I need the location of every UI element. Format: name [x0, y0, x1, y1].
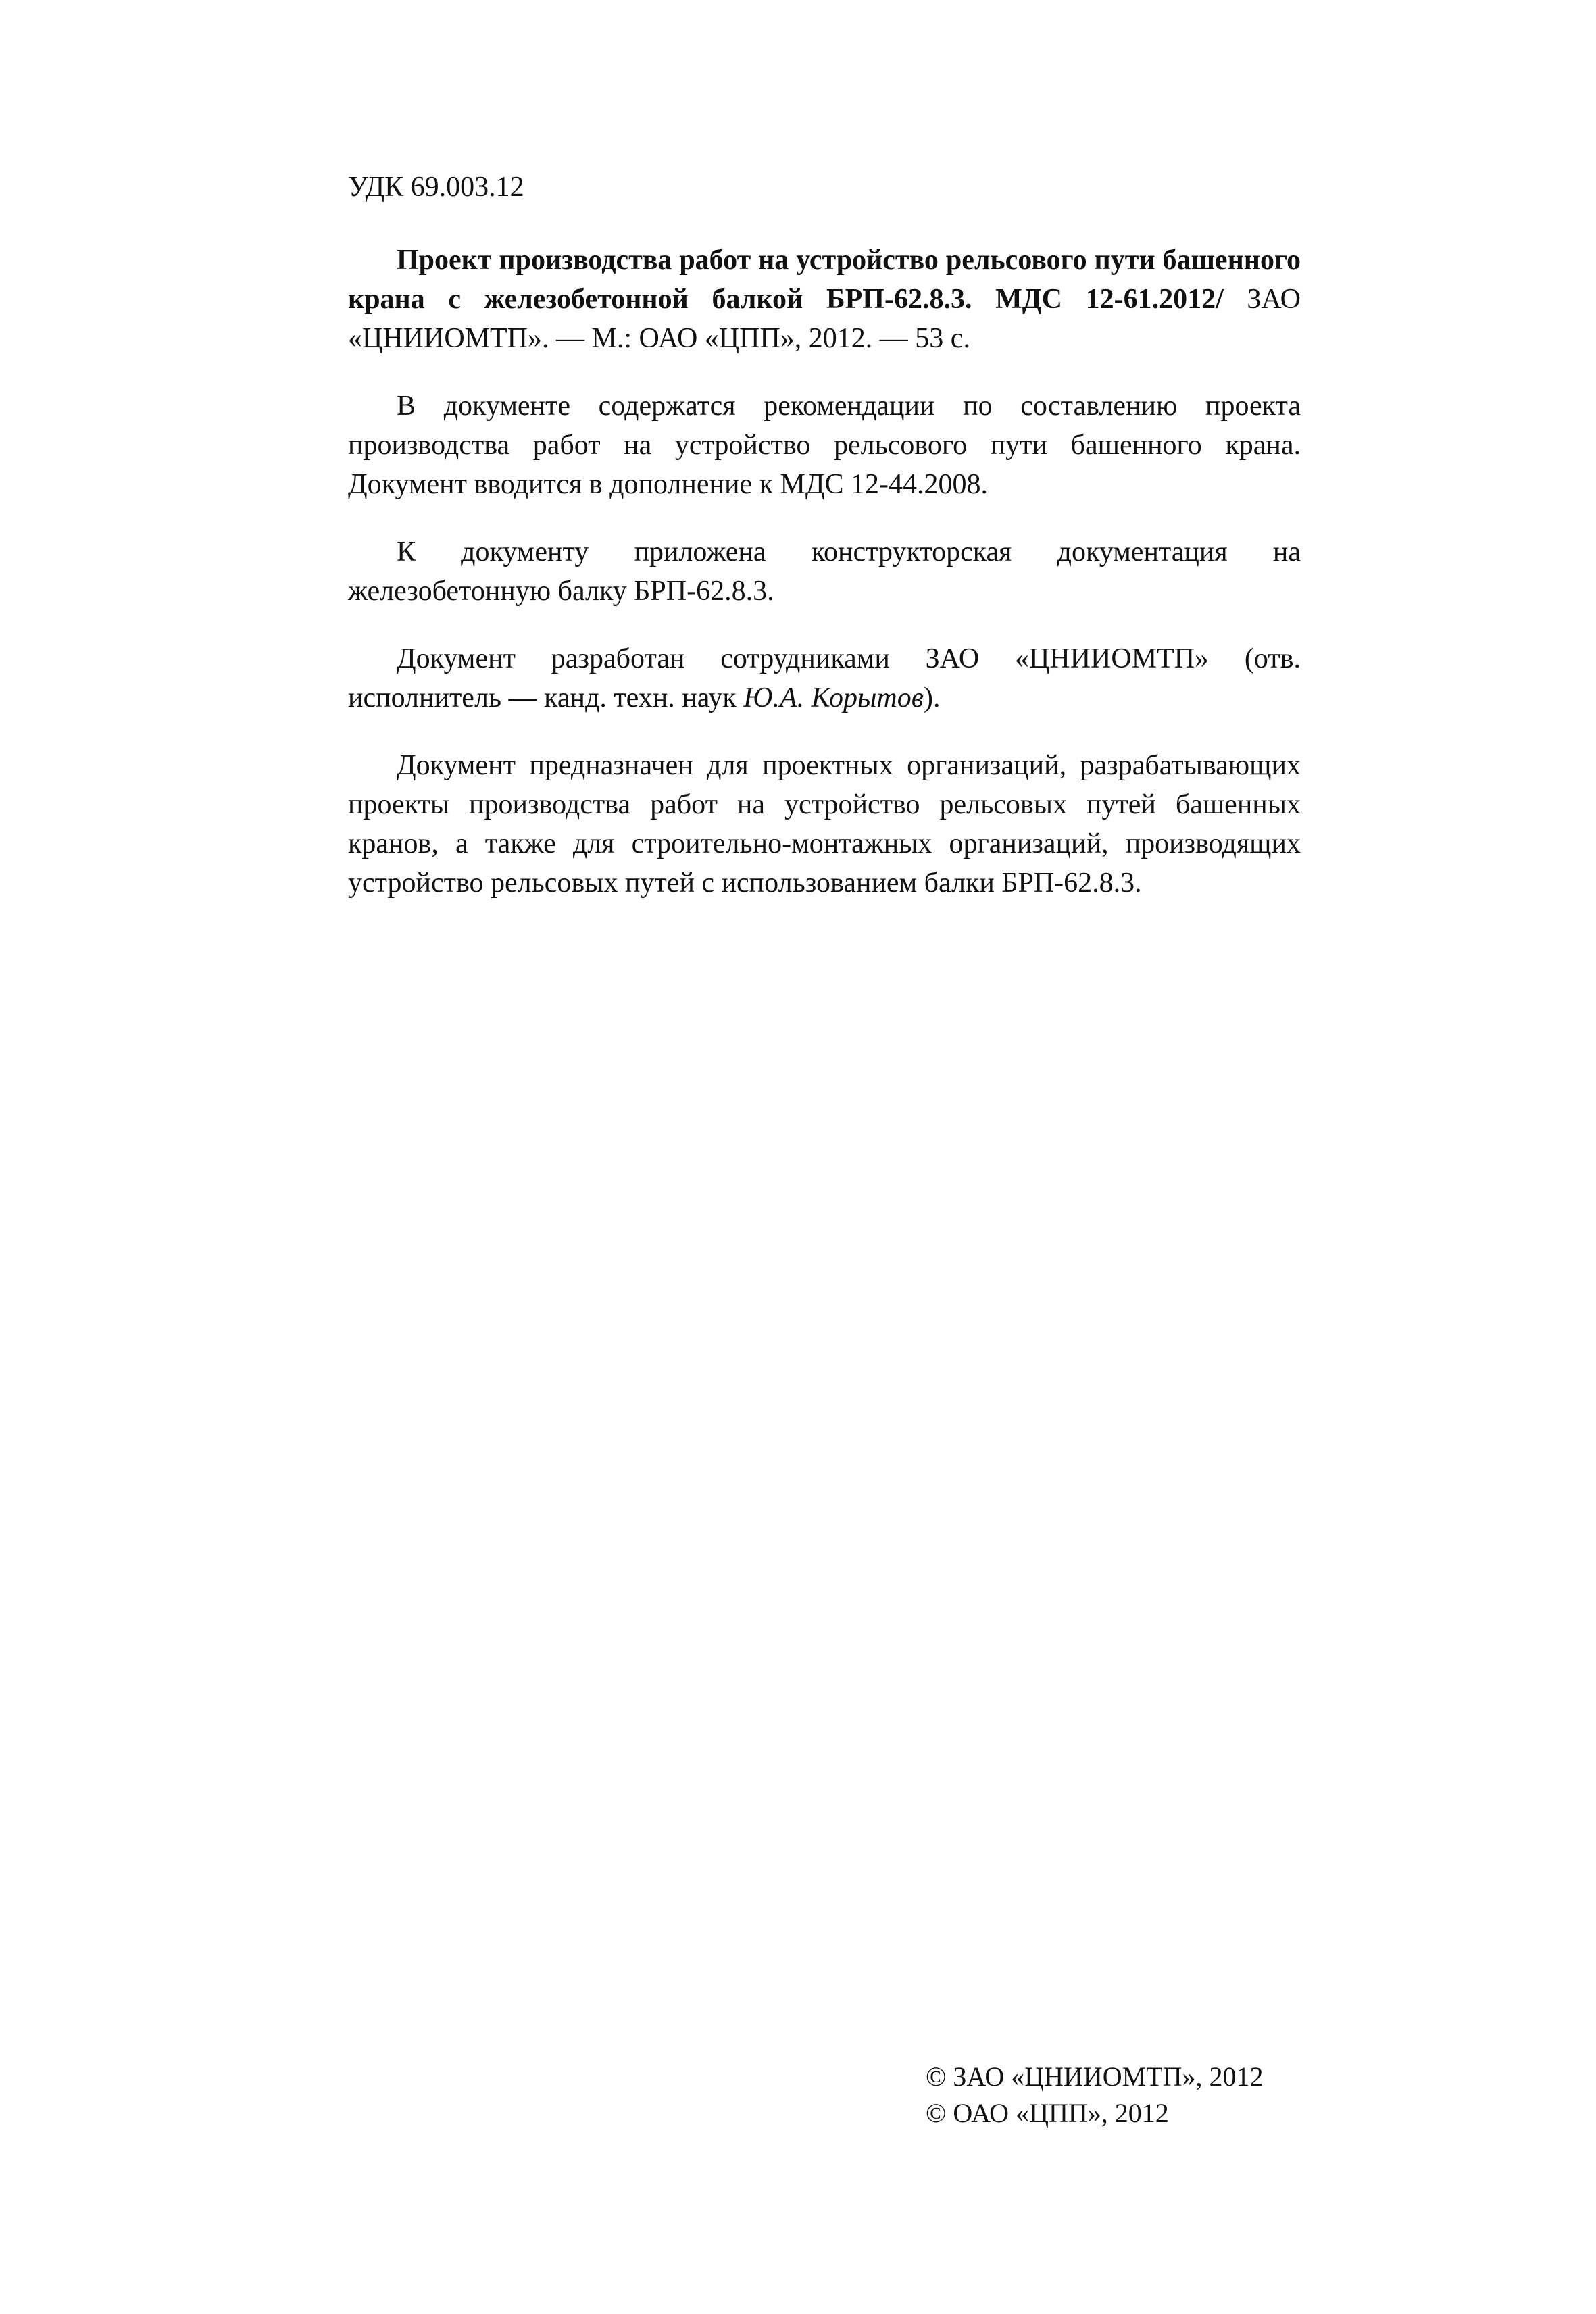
- copyright-block: [926, 2059, 1304, 2132]
- udk-code: УДК 69.003.12: [348, 172, 524, 203]
- document-title: Проект производства работ на устройство рельсового пути башенного крана с железобетонной балкой БРП-62.8.3. МДС 12-61.2012/: [348, 245, 1301, 315]
- developer-text: Документ разработан сотрудниками ЗАО «ЦНИИОМТП» (отв. исполнитель — канд. техн. наук: [348, 643, 1301, 713]
- copyright-line: © ЗАО «ЦНИИОМТП», 2012: [926, 2061, 1264, 2092]
- developer-name: Ю.А. Корытов: [743, 682, 924, 713]
- copyright-line: © ОАО «ЦПП», 2012: [926, 2098, 1169, 2128]
- developer-text-end: ).: [923, 682, 941, 713]
- paragraph-developer: [348, 639, 1301, 718]
- paragraph-recommendations: В документе содержатся рекомендации по составлению проекта производства работ на устройство рельсового пути башенного крана. Документ вводится в дополнение к МДС 12-44.2008.: [348, 391, 1301, 500]
- page-content: [348, 168, 1301, 931]
- document-imprint: ЗАО «ЦНИИОМТП». — М.: ОАО «ЦПП», 2012. — 53 с.: [348, 284, 1301, 354]
- paragraph-attachment: К документу приложена конструкторская документация на железобетонную балку БРП-62.8.3.: [348, 536, 1301, 607]
- paragraph-purpose: Документ предназначен для проектных организаций, разрабатывающих проекты производства работ на устройство рельсовых путей башенных кранов, а также для строительно-монтажных организаций, производящих устройство рельсовых путей с использованием балки БРП-62.8.3.: [348, 750, 1301, 899]
- bibliographic-annotation: [348, 241, 1301, 358]
